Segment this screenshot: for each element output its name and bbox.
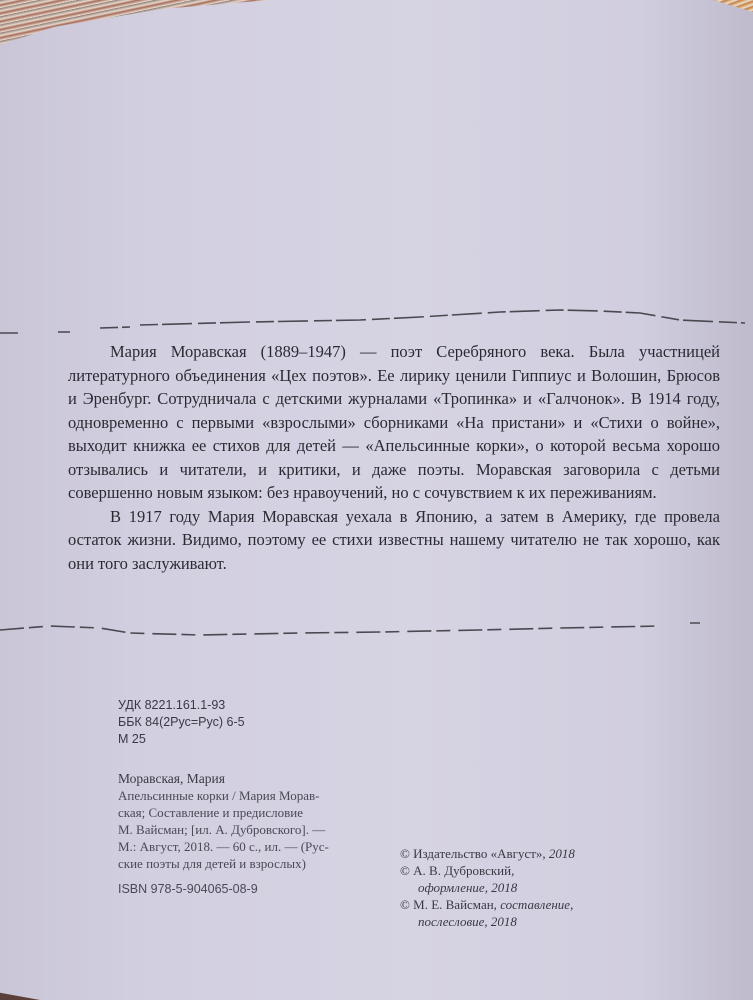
bio-paragraph-1: Мария Моравская (1889–1947) — поэт Серебряного века. Была участницей литературного объединения «Цех поэтов». Ее лирику ценили Гиппиус и Волошин, Брюсов и Эренбург. Сотрудничала с детскими журналами «Тропинка» и «Галчонок». В 1914 году, одновременно с первыми «взрослыми» сборниками «На пристани» и «Стихи о войне», выходит книжка ее стихов для детей — «Апельсинные корки», о которой весьма хорошо отзывались и читатели, и критики, и даже поэты. Моравская заговорила с детьми совершенно новым языком: без нравоучений, но с сочувствием к их переживаниям. bbox=[68, 342, 720, 502]
author-mark: М 25 bbox=[118, 732, 146, 746]
bio-paragraph-2: В 1917 году Мария Моравская уехала в Японию, а затем в Америку, где провела остаток жизни. Видимо, поэтому ее стихи известны нашему читателю не так хорошо, как они того заслуживают. bbox=[68, 506, 720, 573]
torn-edge-top bbox=[0, 300, 753, 340]
torn-edge-bottom bbox=[0, 618, 753, 658]
copyright-designer-role: оформление, 2018 bbox=[418, 880, 518, 895]
bibliographic-record bbox=[118, 697, 388, 898]
copyright-block bbox=[400, 845, 700, 930]
table-edge bbox=[0, 988, 40, 1000]
copyright-compiler: © М. Е. Вайсман, составление, bbox=[400, 897, 574, 912]
bbk-code: ББК 84(2Рус=Рус) 6-5 bbox=[118, 715, 245, 729]
catalog-author: Моравская, Мария bbox=[118, 771, 225, 786]
udk-code: УДК 8221.161.1-93 bbox=[118, 698, 226, 712]
tablecloth-background bbox=[0, 0, 270, 45]
bio-text bbox=[68, 340, 720, 575]
tablecloth-corner bbox=[713, 0, 753, 12]
copyright-designer: © А. В. Дубровский, bbox=[400, 863, 515, 878]
isbn: ISBN 978-5-904065-08-9 bbox=[118, 882, 258, 896]
catalog-description: Апельсинные корки / Мария Морав- ская; Составление и предисловие М. Вайсман; [ил. А. Дубровского]. — М.: Август, 2018. — 60 с., ил. — (Рус- ские поэты для детей и взрослых) bbox=[118, 788, 329, 871]
copyright-compiler-role: послесловие, 2018 bbox=[418, 914, 517, 929]
copyright-publisher: © Издательство «Август», 2018 bbox=[400, 846, 575, 861]
